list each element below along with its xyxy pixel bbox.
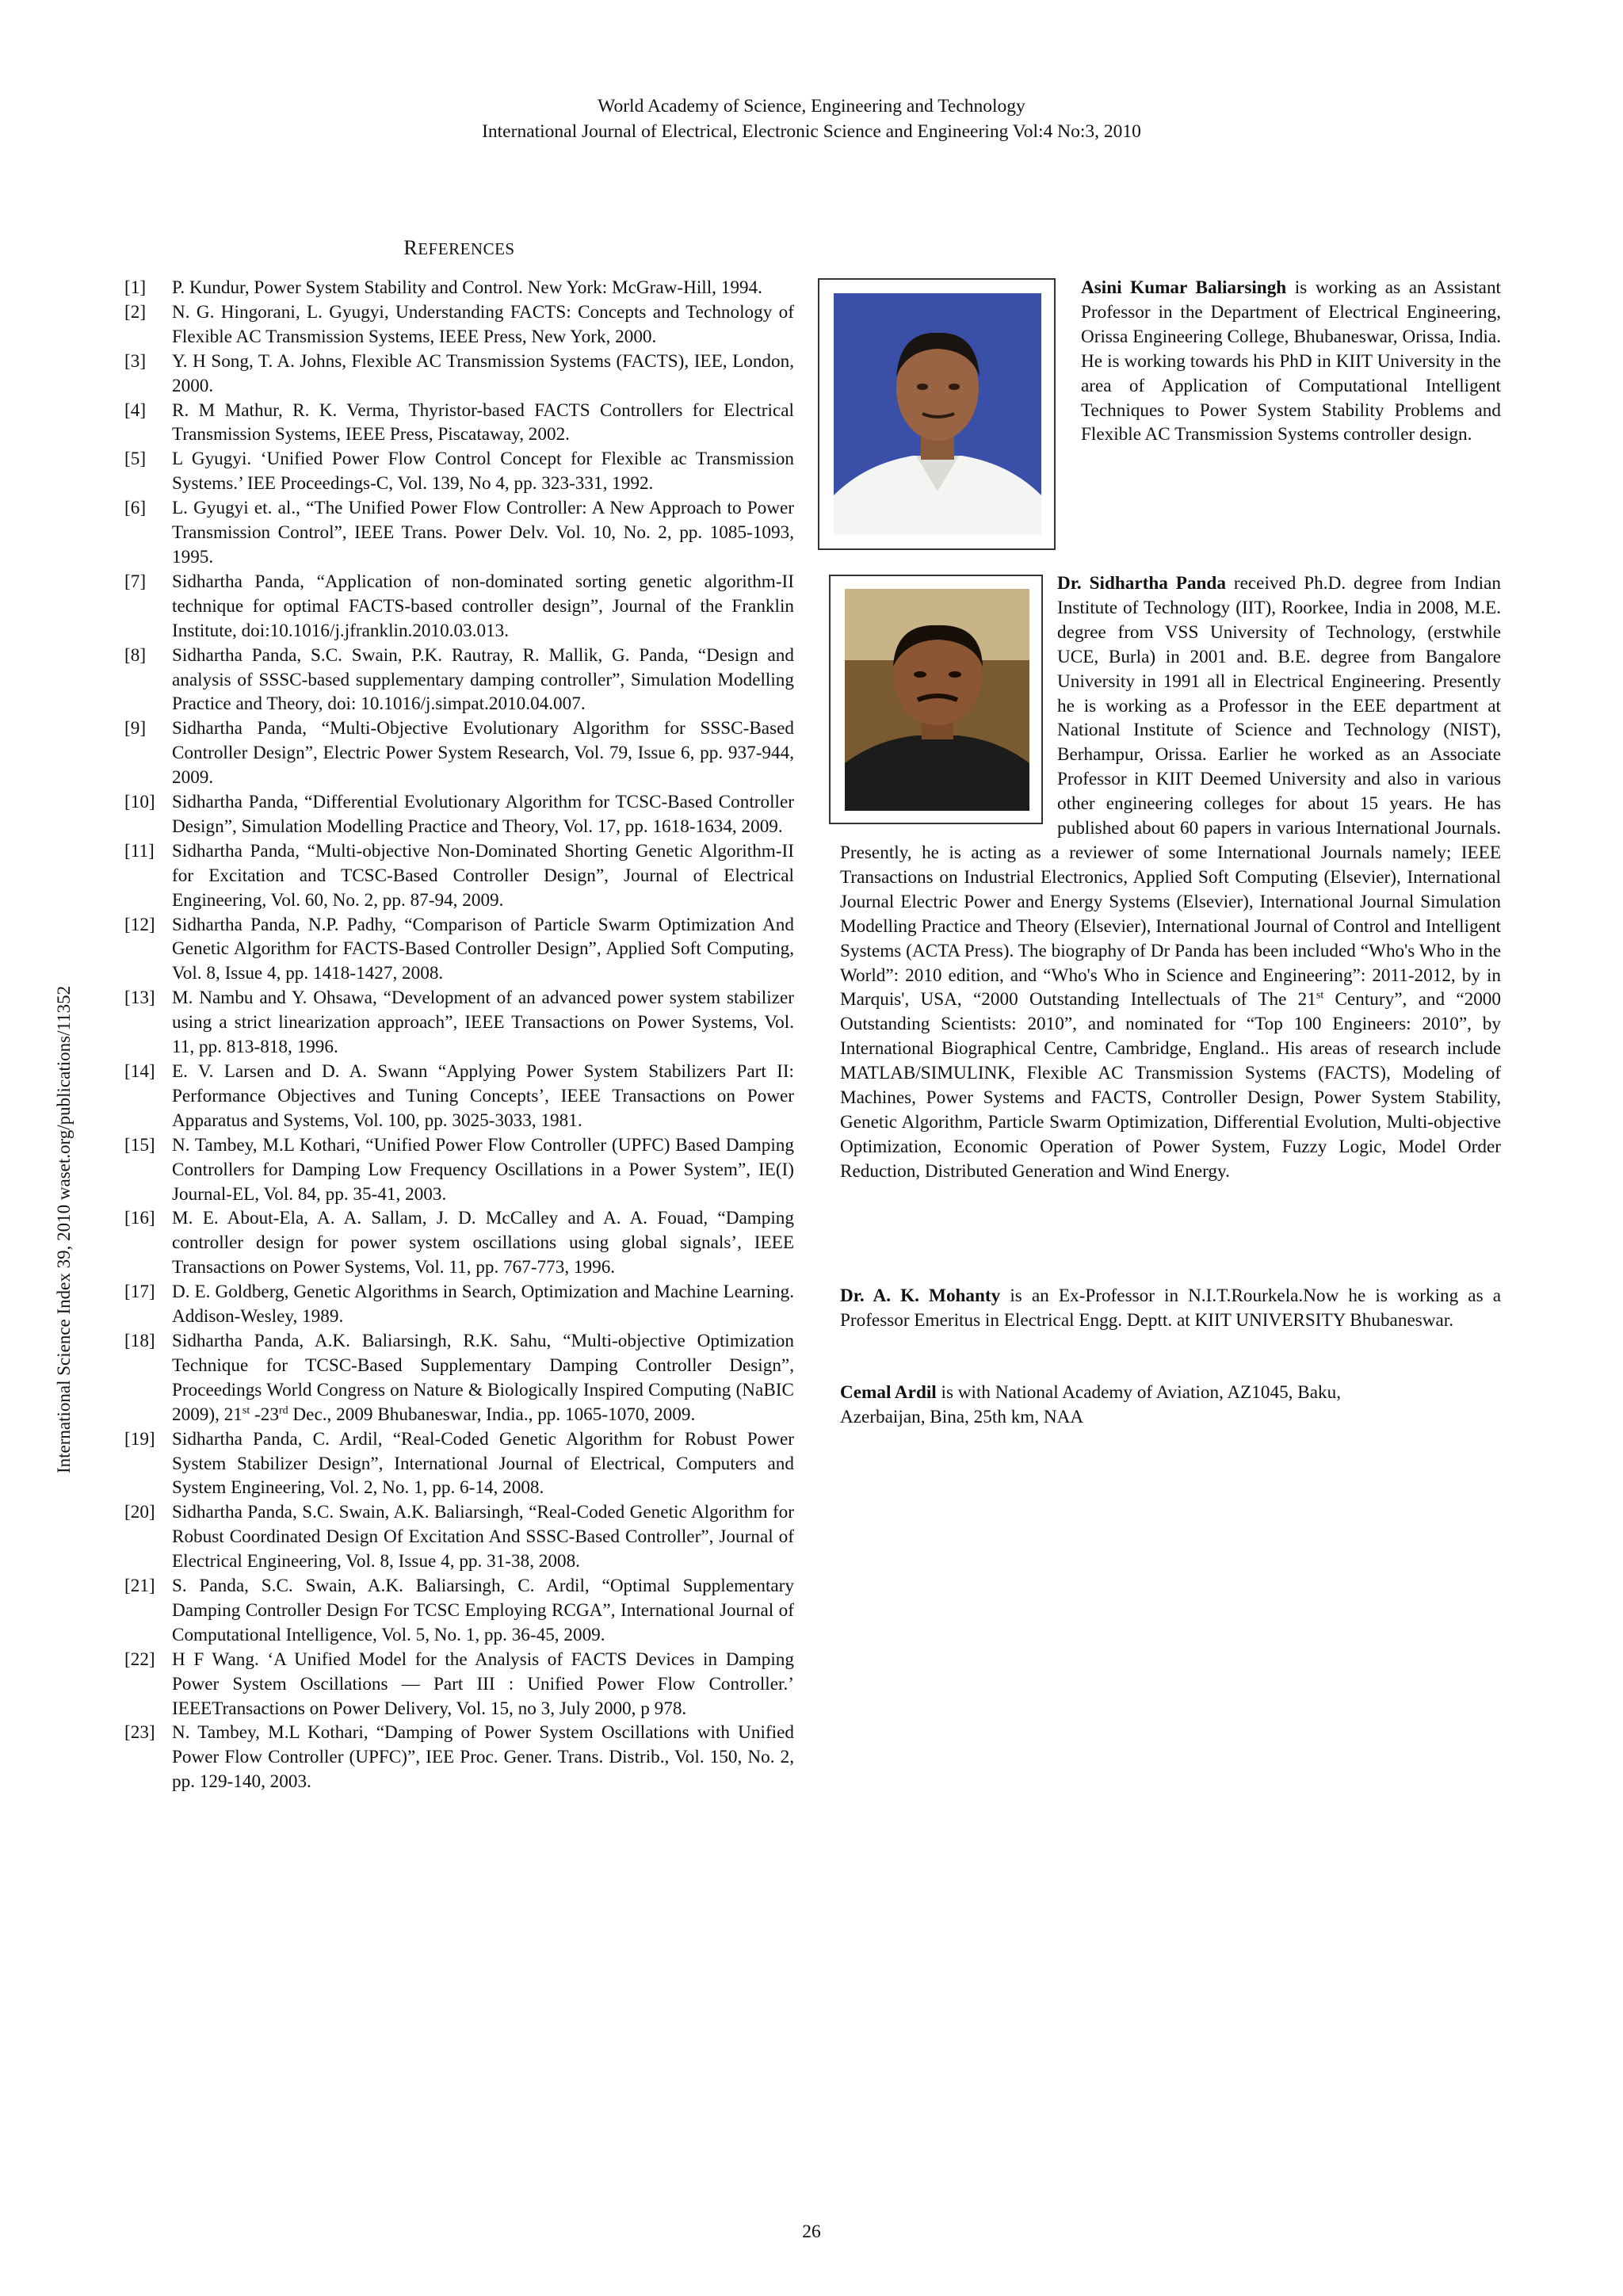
- reference-text: Sidhartha Panda, S.C. Swain, P.K. Rautray, R. Mallik, G. Panda, “Design and analysis of SSSC-based supplementary damping controller”, Simulation Modelling Practice and Theory, doi: 10.1016/j.simpat.2010.04.007.: [172, 644, 794, 715]
- reference-text: Sidhartha Panda, N.P. Padhy, “Comparison of Particle Swarm Optimization And Genetic Algorithm for FACTS-Based Controller Design”, Applied Soft Computing, Vol. 8, Issue 4, pp. 1418-1427, 2008.: [172, 914, 794, 984]
- reference-text: Sidhartha Panda, S.C. Swain, A.K. Baliarsingh, “Real-Coded Genetic Algorithm for Robust Coordinated Design Of Excitation And SSSC-Based Controller”, Journal of Electrical Engineering, Vol. 8, Issue 4, pp. 31-38, 2008.: [172, 1502, 794, 1572]
- bio-line: [840, 1381, 1501, 1405]
- reference-number: [12]: [124, 914, 155, 935]
- reference-number: [11]: [124, 840, 155, 861]
- reference-number: [5]: [124, 449, 147, 470]
- side-label: International Science Index 39, 2010 waset.org/publications/11352: [54, 985, 74, 1473]
- reference-number: [1]: [124, 277, 147, 298]
- reference-item: [124, 1329, 794, 1427]
- reference-item: [124, 1060, 794, 1133]
- reference-number: [18]: [124, 1330, 155, 1351]
- reference-item: [124, 1133, 794, 1207]
- bio-line: Azerbaijan, Bina, 25th km, NAA: [840, 1406, 1084, 1427]
- reference-number: [2]: [124, 301, 147, 323]
- reference-item: [124, 1500, 794, 1574]
- reference-number: [10]: [124, 792, 155, 813]
- reference-text: Sidhartha Panda, “Differential Evolutionary Algorithm for TCSC-Based Controller Design”, Simulation Modelling Practice and Theory, Vol. 17, pp. 1618-1634, 2009.: [172, 792, 794, 837]
- bio-mohanty: [840, 1284, 1501, 1333]
- reference-item: [124, 716, 794, 790]
- reference-text: N. Tambey, M.L Kothari, “Damping of Power System Oscillations with Unified Power Flow Controller (UPFC)”, IEE Proc. Gener. Trans. Distrib., Vol. 150, No. 2, pp. 129-140, 2003.: [172, 1722, 794, 1793]
- reference-text: E. V. Larsen and D. A. Swann “Applying Power System Stabilizers Part II: Performance Objectives and Tuning Concepts’, IEEE Transactions on Power Apparatus and Systems, Vol. 100, pp. 3025-3033, 1981.: [172, 1061, 794, 1131]
- reference-text: R. M Mathur, R. K. Verma, Thyristor-based FACTS Controllers for Electrical Transmission Systems, IEEE Press, Piscataway, 2002.: [172, 399, 794, 445]
- reference-text-part: Dec., 2009 Bhubaneswar, India., pp. 1065-1070, 2009.: [288, 1404, 696, 1425]
- author-photo-baliarsingh: [834, 293, 1041, 535]
- references-heading-rest: EFERENCES: [418, 239, 515, 258]
- reference-number: [7]: [124, 571, 147, 592]
- reference-text: Sidhartha Panda, “Multi-Objective Evolutionary Algorithm for SSSC-Based Controller Design”, Electric Power System Research, Vol. 79, Issue 6, pp. 937-944, 2009.: [172, 718, 794, 789]
- bio-name: Dr. A. K. Mohanty: [840, 1286, 1001, 1306]
- superscript: rd: [278, 1404, 288, 1416]
- reference-text: N. G. Hingorani, L. Gyugyi, Understanding FACTS: Concepts and Technology of Flexible AC Transmission Systems, IEEE Press, New York, 2000.: [172, 301, 794, 347]
- reference-text: L. Gyugyi et. al., “The Unified Power Flow Controller: A New Approach to Power Transmission Control”, IEEE Trans. Power Delv. Vol. 10, No. 2, pp. 1085-1093, 1995.: [172, 498, 794, 567]
- reference-item: [124, 1280, 794, 1329]
- reference-text: L Gyugyi. ‘Unified Power Flow Control Concept for Flexible ac Transmission Systems.’ IEE Proceedings-C, Vol. 139, No 4, pp. 323-331, 1992.: [172, 449, 794, 495]
- bio-text: is with National Academy of Aviation, AZ1045, Baku,: [936, 1382, 1342, 1403]
- reference-number: [19]: [124, 1428, 155, 1450]
- reference-item: [124, 447, 794, 496]
- reference-number: [22]: [124, 1648, 155, 1670]
- bio-name: Asini Kumar Baliarsingh: [1081, 277, 1287, 298]
- reference-text-part: Sidhartha Panda, A.K. Baliarsingh, R.K. Sahu, “Multi-objective Optimization Technique for TCSC-Based Supplementary Damping Controller Design”, Proceedings World Congress on Nature & Biologically Inspired Computing (NaBIC 2009), 21: [172, 1330, 794, 1425]
- header-line-2: International Journal of Electrical, Electronic Science and Engineering Vol:4 No:3, 2010: [482, 121, 1141, 142]
- reference-text: [172, 1329, 794, 1427]
- bio-float-spacer: [840, 571, 1057, 827]
- bio-baliarsingh: [1081, 276, 1501, 447]
- reference-text: Sidhartha Panda, “Application of non-dominated sorting genetic algorithm-II technique for optimal FACTS-based controller design”, Journal of the Franklin Institute, doi:10.1016/j.jfranklin.2010.03.013.: [172, 571, 794, 641]
- reference-number: [3]: [124, 350, 147, 372]
- reference-item: [124, 790, 794, 839]
- references-list: [124, 276, 794, 1794]
- page-number: 26: [802, 2222, 821, 2242]
- reference-item: [124, 276, 794, 300]
- references-heading-first: R: [403, 236, 418, 259]
- reference-item: [124, 644, 794, 717]
- journal-header: [0, 94, 1623, 144]
- reference-number: [20]: [124, 1502, 155, 1523]
- bio-text: Century”, and “2000 Outstanding Scientists: 2010”, and nominated for “Top 100 Engineers: 2010”, by International Biographical Centre, Cambridge, England.. His areas of research include MATLAB/SIMULINK, Flexible AC Transmission Systems (FACTS), Modeling of Machines, Power Systems and FACTS, Controller Design, Power System Stability, Genetic Algorithm, Particle Swarm Optimization, Differential Evolution, Multi-objective Optimization, Economic Operation of Power System, Fuzzy Logic, Model Order Reduction, Distributed Generation and Wind Energy.: [840, 989, 1501, 1182]
- reference-item: [124, 300, 794, 350]
- portrait-icon: [834, 293, 1041, 535]
- superscript: st: [242, 1404, 250, 1416]
- reference-number: [17]: [124, 1282, 155, 1303]
- reference-item: [124, 913, 794, 987]
- reference-number: [23]: [124, 1722, 155, 1744]
- reference-text: M. Nambu and Y. Ohsawa, “Development of an advanced power system stabilizer using a strict linearization approach”, IEEE Transactions on Power Systems, Vol. 11, pp. 813-818, 1996.: [172, 988, 794, 1058]
- reference-number: [8]: [124, 644, 147, 666]
- reference-item: [124, 986, 794, 1060]
- reference-text: Sidhartha Panda, C. Ardil, “Real-Coded Genetic Algorithm for Robust Power System Stabilizer Design”, International Journal of Electrical, Computers and System Engineering, Vol. 2, No. 1, pp. 6-14, 2008.: [172, 1428, 794, 1499]
- reference-item: [124, 1574, 794, 1648]
- reference-item: [124, 399, 794, 448]
- superscript: st: [1316, 989, 1324, 1002]
- reference-item: [124, 570, 794, 644]
- side-label-container: [54, 985, 105, 1505]
- reference-text-part: -23: [250, 1404, 279, 1425]
- reference-number: [9]: [124, 718, 147, 739]
- reference-item: [124, 1206, 794, 1280]
- reference-text: M. E. About-Ela, A. A. Sallam, J. D. McCalley and A. A. Fouad, “Damping controller design for power system oscillations using global signals’, IEEE Transactions on Power Systems, Vol. 11, pp. 767-773, 1996.: [172, 1208, 794, 1278]
- reference-number: [16]: [124, 1208, 155, 1229]
- bio-text: is an Ex-Professor in N.I.T.Rourkela.Now he is working as a Professor Emeritus in Electrical Engg. Deptt. at KIIT UNIVERSITY Bhubaneswar.: [840, 1286, 1501, 1331]
- bio-panda: [840, 571, 1501, 1184]
- bio-text: is working as an Assistant Professor in the Department of Electrical Engineering, Orissa Engineering College, Bhubaneswar, Orissa, India. He is working towards his PhD in KIIT University in the area of Application of Computational Intelligent Techniques to Power System Stability Problems and Flexible AC Transmission Systems controller design.: [1081, 277, 1501, 445]
- reference-item: [124, 496, 794, 570]
- reference-number: [6]: [124, 498, 147, 519]
- reference-text: Y. H Song, T. A. Johns, Flexible AC Transmission Systems (FACTS), IEE, London, 2000.: [172, 350, 794, 396]
- bio-ardil: [840, 1381, 1501, 1430]
- reference-number: [4]: [124, 399, 147, 421]
- header-line-1: World Academy of Science, Engineering and Technology: [598, 96, 1025, 117]
- reference-item: [124, 839, 794, 913]
- reference-number: [15]: [124, 1134, 155, 1156]
- bio-name: Cemal Ardil: [840, 1382, 937, 1403]
- reference-number: [14]: [124, 1061, 155, 1082]
- reference-number: [13]: [124, 988, 155, 1009]
- reference-text: P. Kundur, Power System Stability and Control. New York: McGraw-Hill, 1994.: [172, 277, 762, 298]
- bio-text: received Ph.D. degree from Indian Institute of Technology (IIT), Roorkee, India in 2008, M.E. degree from VSS University of Technology, (erstwhile UCE, Burla) in 2001 and. B.E. degree from Bangalore University in 1991 all in Electrical Engineering. Presently he is working as a Professor in the EEE department at National Institute of Science and Technology (NIST), Berhampur, Orissa. Earlier he worked as an Associate Professor in KIIT Deemed University and also in various other engineering colleges for about 15 years. He has published about 60 papers in various International Journals. Presently, he is acting as a reviewer of some International Journals namely; IEEE Transactions on Industrial Electronics, Applied Soft Computing (Elsevier), International Journal Electric Power and Energy Systems (Elsevier), International Journal Simulation Modelling Practice and Theory (Elsevier), International Journal of Control and Intelligent Systems (ACTA Press). The biography of Dr Panda has been included “Who's Who in the World”: 2010 edition, and “Who's Who in Science and Engineering”: 2011-2012, by in Marquis', USA, “2000 Outstanding Intellectuals of The 21: [840, 573, 1501, 1010]
- bio-name: Dr. Sidhartha Panda: [1057, 573, 1226, 594]
- reference-number: [21]: [124, 1576, 155, 1597]
- reference-text: S. Panda, S.C. Swain, A.K. Baliarsingh, C. Ardil, “Optimal Supplementary Damping Controller Design For TCSC Employing RCGA”, International Journal of Computational Intelligence, Vol. 5, No. 1, pp. 36-45, 2009.: [172, 1576, 794, 1645]
- reference-item: [124, 1721, 794, 1794]
- references-heading: [124, 236, 794, 260]
- reference-item: [124, 1648, 794, 1721]
- reference-text: D. E. Goldberg, Genetic Algorithms in Search, Optimization and Machine Learning. Addison-Wesley, 1989.: [172, 1282, 794, 1328]
- reference-text: H F Wang. ‘A Unified Model for the Analysis of FACTS Devices in Damping Power System Oscillations — Part III : Unified Power Flow Controller.’ IEEETransactions on Power Delivery, Vol. 15, no 3, July 2000, p 978.: [172, 1648, 794, 1719]
- reference-item: [124, 350, 794, 399]
- reference-text: N. Tambey, M.L Kothari, “Unified Power Flow Controller (UPFC) Based Damping Controllers for Damping Low Frequency Oscillations in a Power System”, IE(I) Journal-EL, Vol. 84, pp. 35-41, 2003.: [172, 1134, 794, 1205]
- reference-text: Sidhartha Panda, “Multi-objective Non-Dominated Shorting Genetic Algorithm-II for Excitation and TCSC-Based Controller Design”, Journal of Electrical Engineering, Vol. 60, No. 2, pp. 87-94, 2009.: [172, 840, 794, 911]
- reference-item: [124, 1427, 794, 1501]
